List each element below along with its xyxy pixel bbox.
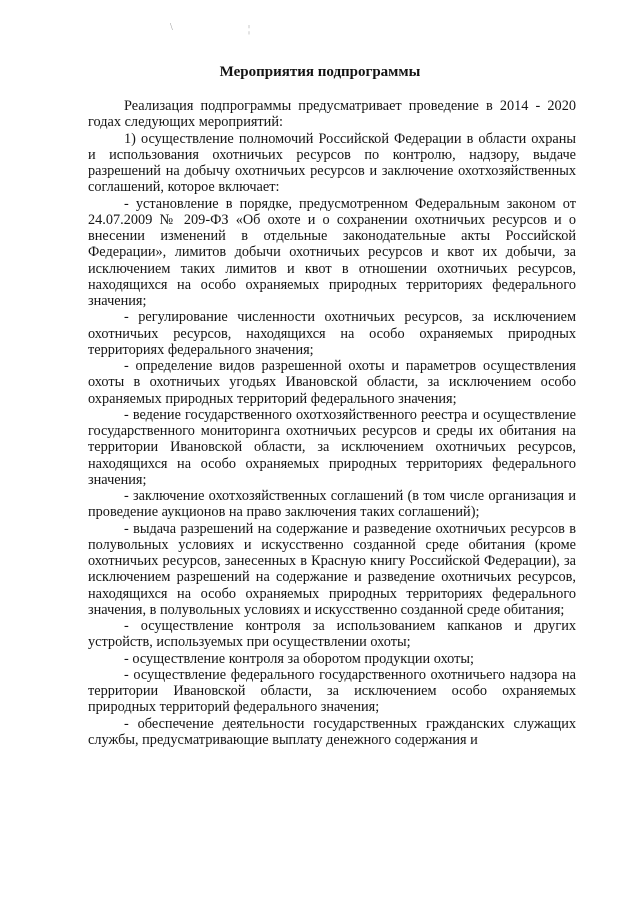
scan-mark: ¦	[248, 24, 251, 35]
paragraph: - установление в порядке, предусмотренном Федеральным законом от 24.07.2009 № 209-ФЗ «Об охоте и о сохранении охотничьих ресурсов и о внесении изменений в отдельные законодательные акты Российской Федерации», лимитов добычи охотничьих ресурсов и квот их добычи, за исключением таких лимитов и квот в отношении охотничьих ресурсов, находящихся на особо охраняемых природных территориях федерального значения;	[88, 195, 576, 309]
paragraph: - осуществление федерального государственного охотничьего надзора на территории Ивановской области, за исключением особо охраняемых природных территорий федерального значения;	[88, 666, 576, 716]
paragraph: - ведение государственного охотхозяйственного реестра и осуществление государственного мониторинга охотничьих ресурсов и среды их обитания на территории Ивановской области, за исключением охотничьих ресурсов, находящихся на особо охраняемых природных территориях федерального значения;	[88, 406, 576, 488]
paragraph: - заключение охотхозяйственных соглашений (в том числе организация и проведение аукционов на право заключения таких соглашений);	[88, 488, 576, 521]
paragraph: - регулирование численности охотничьих ресурсов, за исключением охотничьих ресурсов, находящихся на особо охраняемых природных территориях федерального значения;	[88, 309, 576, 358]
scan-mark: \	[170, 22, 173, 33]
paragraph: - определение видов разрешенной охоты и параметров осуществления охоты в охотничьих угодьях Ивановской области, за исключением особо охраняемых природных территорий федерального значения;	[88, 358, 576, 407]
paragraph: - выдача разрешений на содержание и разведение охотничьих ресурсов в полувольных условиях и искусственно созданной среде обитания (кроме охотничьих ресурсов, занесенных в Красную книгу Российской Федерации), за исключением разрешений на содержание и разведение охотничьих ресурсов, находящихся на особо охраняемых природных территориях федерального значения, в полувольных условиях и искусственно созданной среде обитания;	[88, 520, 576, 618]
document-body	[88, 98, 576, 748]
page-title: Мероприятия подпрограммы	[219, 64, 421, 80]
paragraph: Реализация подпрограммы предусматривает проведение в 2014 - 2020 годах следующих мероприятий:	[88, 98, 576, 131]
paragraph: - осуществление контроля за использованием капканов и других устройств, используемых при осуществлении охоты;	[88, 618, 576, 651]
paragraph: - обеспечение деятельности государственных гражданских служащих службы, предусматривающие выплату денежного содержания и	[88, 715, 576, 748]
paragraph: - осуществление контроля за оборотом продукции охоты;	[124, 650, 474, 667]
paragraph: 1) осуществление полномочий Российской Федерации в области охраны и использования охотничьих ресурсов по контролю, надзору, выдаче разрешений на добычу охотничьих ресурсов и заключение охотхозяйственных соглашений, которое включает:	[88, 130, 576, 196]
